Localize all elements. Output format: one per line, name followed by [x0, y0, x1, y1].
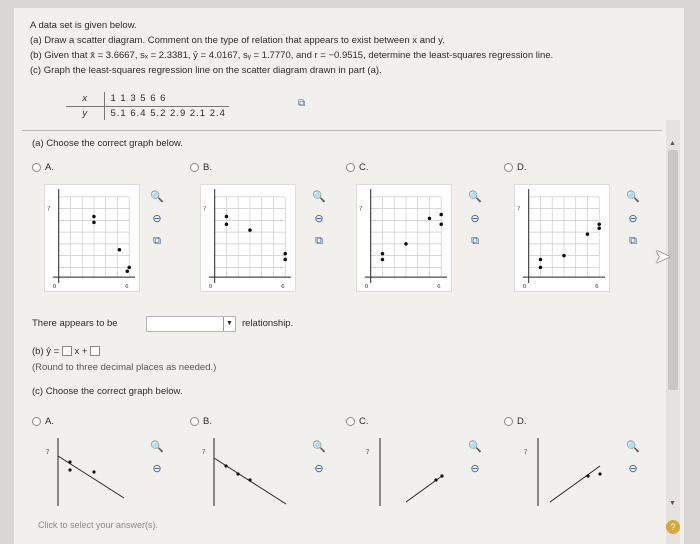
- graph-b-tools: [312, 190, 326, 248]
- c-option-d[interactable]: [504, 416, 527, 427]
- zoom-out-icon[interactable]: ⊖: [314, 213, 324, 225]
- zoom-in-icon[interactable]: 🔍: [626, 191, 640, 203]
- scroll-down-icon[interactable]: ▼: [669, 500, 676, 507]
- relationship-text-after: relationship.: [242, 318, 294, 329]
- scatter-graph-a[interactable]: [44, 184, 140, 292]
- scatter-graph-d[interactable]: [514, 184, 610, 292]
- expand-icon[interactable]: ⧉: [471, 235, 479, 247]
- zoom-in-icon[interactable]: 🔍: [150, 441, 164, 453]
- problem-line-2: (a) Draw a scatter diagram. Comment on the type of relation that appears to exist between x and y.: [30, 35, 445, 46]
- zoom-out-icon[interactable]: ⊖: [470, 213, 480, 225]
- svg-text:7: 7: [366, 450, 370, 456]
- c-radio-c[interactable]: [346, 417, 355, 426]
- graph-c-tools: [468, 190, 482, 248]
- c-option-a-label: A.: [45, 416, 54, 427]
- radio-c[interactable]: [346, 163, 355, 172]
- problem-line-3: (b) Given that x̄ = 3.6667, sₓ = 2.3381, ȳ = 4.0167, sᵧ = 1.7770, and r = −0.9515, determine the least-squares regression line.: [30, 50, 554, 61]
- c-option-b-label: B.: [203, 416, 212, 427]
- svg-text:7: 7: [524, 450, 528, 456]
- c-option-c[interactable]: [346, 416, 369, 427]
- svg-text:0: 0: [208, 283, 213, 290]
- c-radio-d[interactable]: [504, 417, 513, 426]
- rounding-note: (Round to three decimal places as needed.): [32, 362, 217, 373]
- scatter-graph-c[interactable]: [356, 184, 452, 292]
- option-c-label: C.: [359, 162, 369, 173]
- y-header: y: [82, 107, 88, 119]
- svg-text:7: 7: [202, 206, 207, 213]
- zoom-in-icon[interactable]: 🔍: [626, 441, 640, 453]
- problem-line-4: (c) Graph the least-squares regression line on the scatter diagram drawn in part (a).: [30, 65, 382, 76]
- option-a[interactable]: [32, 162, 54, 173]
- zoom-in-icon[interactable]: 🔍: [468, 191, 482, 203]
- svg-text:6: 6: [437, 283, 441, 290]
- part-b-line: [32, 346, 100, 357]
- option-d[interactable]: [504, 162, 527, 173]
- regression-graph-a[interactable]: [44, 436, 140, 506]
- zoom-out-icon[interactable]: ⊖: [628, 463, 638, 475]
- expand-icon[interactable]: ⧉: [315, 235, 323, 247]
- option-c[interactable]: [346, 162, 369, 173]
- copy-data-icon[interactable]: ⧉: [298, 98, 306, 109]
- y-values: 5.1 6.4 5.2 2.9 2.1 2.4: [104, 106, 229, 120]
- problem-statement: [30, 18, 670, 78]
- svg-text:7: 7: [516, 206, 521, 213]
- zoom-out-icon[interactable]: ⊖: [152, 213, 162, 225]
- origin-label: 0: [52, 283, 57, 290]
- c-graph-a-tools: [150, 440, 164, 476]
- svg-text:0: 0: [522, 283, 527, 290]
- relationship-dropdown[interactable]: [146, 316, 236, 332]
- scrollbar[interactable]: [666, 120, 680, 544]
- chevron-down-icon[interactable]: ▼: [223, 317, 235, 331]
- scroll-up-icon[interactable]: ▲: [669, 140, 676, 147]
- option-a-label: A.: [45, 162, 54, 173]
- part-b-middle: x +: [74, 346, 88, 357]
- graph-a-tools: [150, 190, 164, 248]
- radio-d[interactable]: [504, 163, 513, 172]
- part-c-prompt: (c) Choose the correct graph below.: [32, 386, 183, 397]
- x-tick-6: 6: [125, 283, 129, 290]
- expand-icon[interactable]: ⧉: [629, 235, 637, 247]
- svg-text:6: 6: [595, 283, 599, 290]
- data-table: [66, 92, 229, 120]
- mouse-cursor-icon: ➤: [654, 246, 671, 268]
- c-option-c-label: C.: [359, 416, 369, 427]
- footer-hint: Click to select your answer(s).: [38, 520, 159, 530]
- regression-graph-b[interactable]: [200, 436, 296, 506]
- part-b-prefix: (b) ŷ =: [32, 346, 60, 357]
- svg-text:0: 0: [364, 283, 369, 290]
- c-option-b[interactable]: [190, 416, 212, 427]
- radio-a[interactable]: [32, 163, 41, 172]
- slope-input[interactable]: [62, 346, 72, 356]
- c-option-a[interactable]: [32, 416, 54, 427]
- svg-text:6: 6: [281, 283, 285, 290]
- problem-line-1: A data set is given below.: [30, 20, 137, 31]
- c-graph-b-tools: [312, 440, 326, 476]
- expand-icon[interactable]: ⧉: [153, 235, 161, 247]
- scatter-graph-b[interactable]: [200, 184, 296, 292]
- c-graph-c-tools: [468, 440, 482, 476]
- radio-b[interactable]: [190, 163, 199, 172]
- option-d-label: D.: [517, 162, 527, 173]
- help-button[interactable]: ?: [666, 520, 680, 534]
- divider: [22, 130, 662, 131]
- zoom-out-icon[interactable]: ⊖: [628, 213, 638, 225]
- c-option-d-label: D.: [517, 416, 527, 427]
- question-panel: [14, 8, 684, 544]
- regression-graph-c[interactable]: [356, 436, 452, 506]
- intercept-input[interactable]: [90, 346, 100, 356]
- regression-graph-d[interactable]: [514, 436, 610, 506]
- svg-text:7: 7: [202, 450, 206, 456]
- relationship-text-before: There appears to be: [32, 318, 118, 329]
- zoom-in-icon[interactable]: 🔍: [468, 441, 482, 453]
- zoom-in-icon[interactable]: 🔍: [312, 441, 326, 453]
- option-b-label: B.: [203, 162, 212, 173]
- y-tick-7: 7: [46, 206, 51, 213]
- c-radio-b[interactable]: [190, 417, 199, 426]
- zoom-in-icon[interactable]: 🔍: [312, 191, 326, 203]
- option-b[interactable]: [190, 162, 212, 173]
- c-graph-d-tools: [626, 440, 640, 476]
- part-a-prompt: (a) Choose the correct graph below.: [32, 138, 184, 149]
- graph-d-tools: [626, 190, 640, 248]
- svg-text:7: 7: [46, 450, 50, 456]
- x-header: x: [66, 92, 104, 106]
- x-values: 1 1 3 5 6 6: [104, 92, 229, 106]
- zoom-out-icon[interactable]: ⊖: [314, 463, 324, 475]
- svg-text:7: 7: [358, 206, 363, 213]
- zoom-out-icon[interactable]: ⊖: [152, 463, 162, 475]
- zoom-out-icon[interactable]: ⊖: [470, 463, 480, 475]
- zoom-in-icon[interactable]: 🔍: [150, 191, 164, 203]
- c-radio-a[interactable]: [32, 417, 41, 426]
- scroll-thumb[interactable]: [668, 150, 678, 390]
